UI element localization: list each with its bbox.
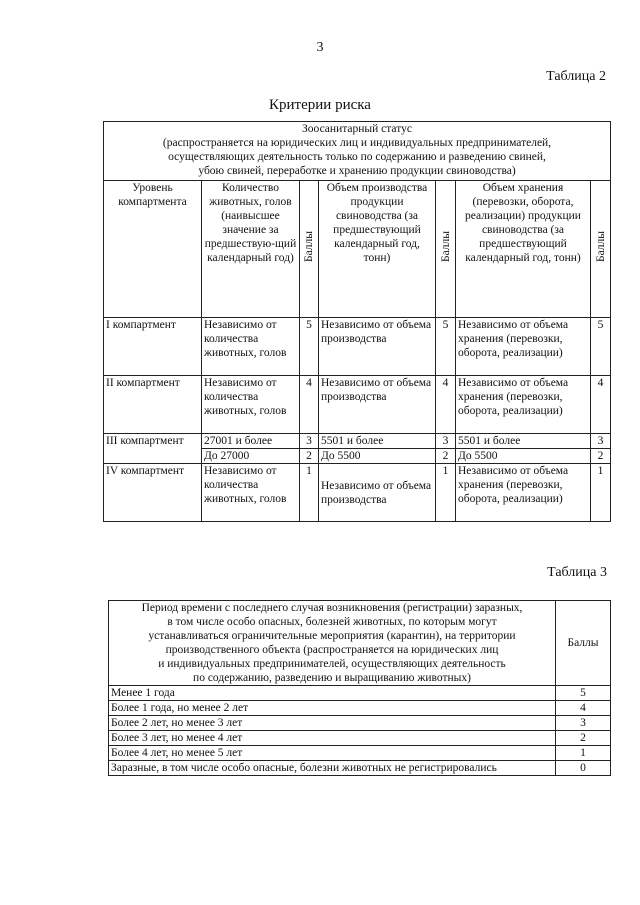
row-period: Более 1 года, но менее 2 лет <box>109 701 556 716</box>
row-points: 2 <box>591 449 611 464</box>
row-period: Заразные, в том числе особо опасные, болезни животных не регистрировались <box>109 761 556 776</box>
col-level: Уровень компартмента <box>104 181 202 318</box>
table-row <box>109 686 611 701</box>
row-points: 2 <box>436 449 456 464</box>
row-level: III компартмент <box>104 434 202 464</box>
table-row <box>109 716 611 731</box>
row-animals: Независимо от количества животных, голов <box>202 376 300 434</box>
row-storage: Независимо от объема хранения (перевозки, оборота, реализации) <box>456 318 591 376</box>
table-header-row <box>104 122 611 181</box>
table-row <box>104 376 611 434</box>
table-row <box>109 746 611 761</box>
row-period: Более 2 лет, но менее 3 лет <box>109 716 556 731</box>
table2-label: Таблица 2 <box>546 69 606 84</box>
table-row <box>109 761 611 776</box>
table-row <box>109 731 611 746</box>
row-points: 5 <box>591 318 611 376</box>
row-animals: Независимо от количества животных, голов <box>202 464 300 522</box>
col-points: Баллы <box>591 181 611 318</box>
table-row <box>104 318 611 376</box>
row-storage: Независимо от объема хранения (перевозки, оборота, реализации) <box>456 376 591 434</box>
row-points: 5 <box>436 318 456 376</box>
row-storage: Независимо от объема хранения (перевозки, оборота, реализации) <box>456 464 591 522</box>
col-points: Баллы <box>436 181 456 318</box>
row-points: 0 <box>556 761 611 776</box>
table-header-row <box>109 601 611 686</box>
period-header: Период времени с последнего случая возникновения (регистрации) заразных, в том числе особо опасных, болезней животных, по которым могут устанавливаться ограничительные мероприятия (карантин), на территории производственного объекта (распространяется на юридических лиц и индивидуальных предпринимателей, осуществляющих деятельность по содержанию, разведению и выращиванию животных) <box>109 601 556 686</box>
page-number: 3 <box>316 40 324 55</box>
row-level: II компартмент <box>104 376 202 434</box>
row-points: 5 <box>300 318 319 376</box>
row-points: 2 <box>556 731 611 746</box>
row-points: 1 <box>300 464 319 522</box>
table-row <box>104 434 611 449</box>
row-period: Менее 1 года <box>109 686 556 701</box>
col-points: Баллы <box>556 601 611 686</box>
table-row <box>104 464 611 522</box>
row-volume: Независимо от объема производства <box>319 376 436 434</box>
row-points: 1 <box>436 464 456 522</box>
row-points: 2 <box>300 449 319 464</box>
row-points: 4 <box>300 376 319 434</box>
row-points: 1 <box>591 464 611 522</box>
row-volume: Независимо от объема производства <box>319 464 436 522</box>
row-storage: 5501 и более <box>456 434 591 449</box>
column-header-row <box>104 181 611 318</box>
row-points: 4 <box>556 701 611 716</box>
table3-label: Таблица 3 <box>547 565 607 580</box>
zoosanitary-status-header: Зоосанитарный статус (распространяется на юридических лиц и индивидуальных предпринимателей, осуществляющих деятельность только по содержанию и разведению свиней, убою свиней, переработке и хранению продукции свиноводства) <box>104 122 611 181</box>
row-animals: Независимо от количества животных, голов <box>202 318 300 376</box>
table2-caption: Критерии риска <box>269 97 371 113</box>
col-animals: Количество животных, голов (наивысшее значение за предшествую-щий календарный год) <box>202 181 300 318</box>
row-level: I компартмент <box>104 318 202 376</box>
row-storage: До 5500 <box>456 449 591 464</box>
col-storage: Объем хранения (перевозки, оборота, реализации) продукции свиноводства (за предшествующий календарный год, тонн) <box>456 181 591 318</box>
row-points: 5 <box>556 686 611 701</box>
row-points: 3 <box>436 434 456 449</box>
risk-criteria-table <box>103 121 611 522</box>
row-points: 3 <box>591 434 611 449</box>
table-row <box>109 701 611 716</box>
row-animals: 27001 и более <box>202 434 300 449</box>
row-volume: До 5500 <box>319 449 436 464</box>
row-volume: 5501 и более <box>319 434 436 449</box>
disease-period-table <box>108 600 611 776</box>
row-animals: До 27000 <box>202 449 300 464</box>
col-points: Баллы <box>300 181 319 318</box>
row-volume: Независимо от объема производства <box>319 318 436 376</box>
row-period: Более 3 лет, но менее 4 лет <box>109 731 556 746</box>
row-points: 4 <box>436 376 456 434</box>
row-points: 3 <box>300 434 319 449</box>
row-period: Более 4 лет, но менее 5 лет <box>109 746 556 761</box>
row-points: 3 <box>556 716 611 731</box>
row-points: 4 <box>591 376 611 434</box>
row-points: 1 <box>556 746 611 761</box>
row-level: IV компартмент <box>104 464 202 522</box>
col-volume: Объем производства продукции свиноводства (за предшествующий календарный год, тонн) <box>319 181 436 318</box>
